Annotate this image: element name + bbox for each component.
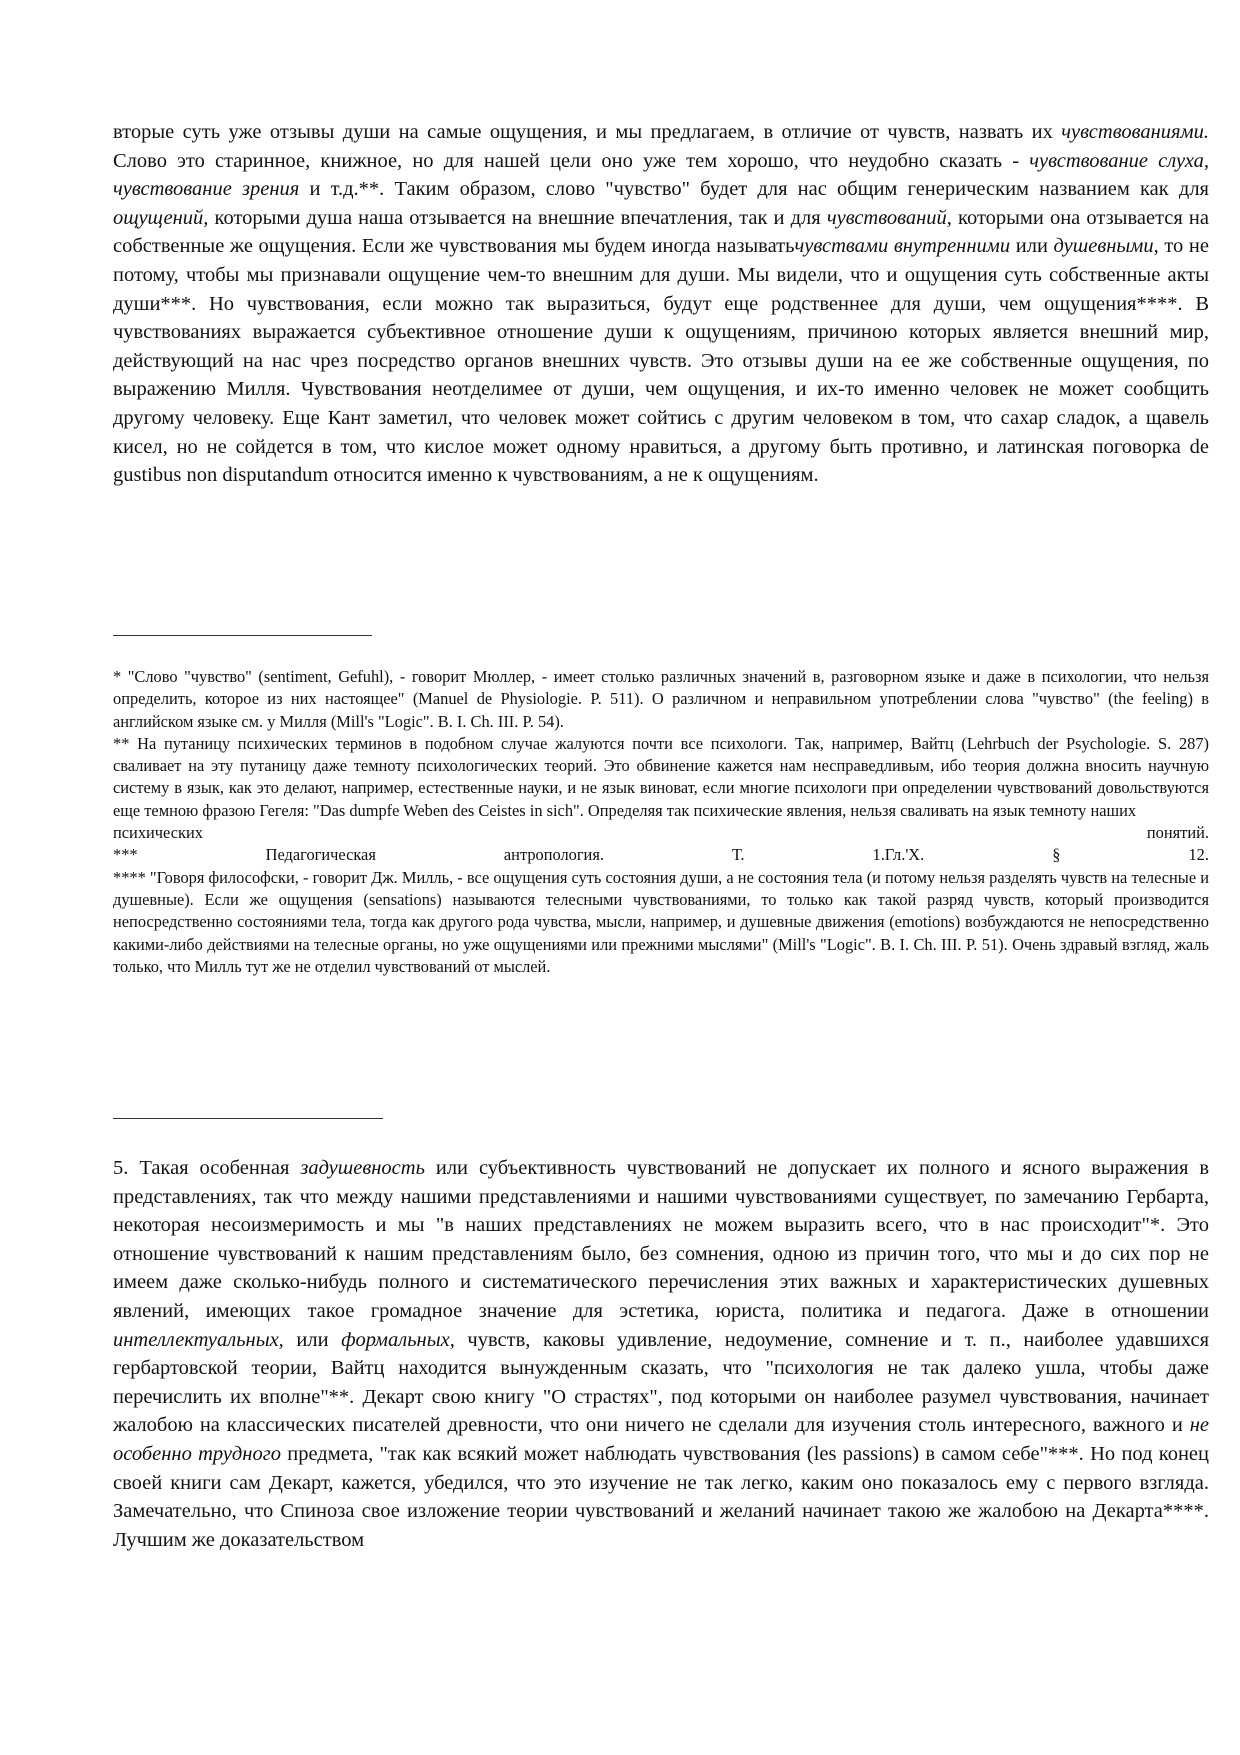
paragraph-2: [113, 1154, 1209, 1554]
p1-seg: или: [1010, 235, 1054, 258]
footnote-3-part: §: [1052, 845, 1061, 865]
footnote-2-end-word: понятий.: [1146, 823, 1209, 843]
p1-seg: ощущений,: [113, 206, 209, 229]
document-page: [113, 118, 1210, 1551]
p2-seg: 5. Такая особенная: [113, 1157, 301, 1179]
p1-seg: то не потому, чтобы мы признавали ощущение чем-то внешним для души. Мы видели, что и ощущения суть собственные акты души***. Но чувствования, если можно так выразиться, будут еще родственнее для души, чем ощущения****. В чувствованиях выражается субъективное отношение души к ощущениям, причиною которых является внешний мир, действующий на нас чрез посредство органов внешних чувств. Это отзывы души на ее же собственные ощущения, по выражению Милля. Чувствования неотделимее от души, чем ощущения, и их-то именно человек не может сообщить другому человеку. Еще Кант заметил, что человек может сойтись с другим человеком в том, что сахар сладок, а щавель кисел, но не сойдется в том, что кислое может одному нравиться, а другому быть противно, и латинская поговорка de gustibus non disputandum относится именно к чувствованиям, а не к ощущениям.: [113, 235, 1209, 487]
p1-seg: чувствований,: [826, 206, 952, 229]
footnote-1: * "Слово "чувство" (sentiment, Gefuhl), - говорит Мюллер, - имеет столько различных значений в, разговорном языке и даже в психологии, что нельзя определить, которое из них настоящее" (Manuel de Physiologie. P. 511). О различном и неправильном употреблении слова "чувство" (the feeling) в английском языке см. у Милля (Mill's "Logic". B. I. Ch. III. P. 54).: [113, 667, 1209, 731]
footnote-3-part: Т.: [732, 845, 745, 865]
footnote-2: ** На путаницу психических терминов в подобном случае жалуются почти все психологи. Так, например, Вайтц (Lehrbuch der Psychologie. S. 287) сваливает на эту путаницу даже темноту психологических теорий. Это обвинение кажется нам несправедливым, ибо теория должна вносить научную систему в язык, как это делают, например, естественные науки, и не язык виноват, если многие психологи при определении чувствований довольствуются еще темною фразою Гегеля: "Das dumpfe Weben des Ceistes in sich". Определяя так психические явления, нельзя сваливать на язык темноту наших: [113, 733, 1209, 820]
footnote-4: **** "Говоря философски, - говорит Дж. Милль, - все ощущения суть состояния души, а не состояния тела (и потому нельзя разделять чувств на телесные и душевные). Если же ощущения (sensations) называются телесными чувствованиями, то только как такой разряд чувств, который производится непосредственно состояниями тела, тогда как другого рода чувства, мысли, например, и душевные движения (emotions) возбуждаются не непосредственно какими-либо действиями на телесные органы, но уже ощущениями или прежними мыслями" (Mill's "Logic". B. I. Ch. III. P. 51). Очень здравый взгляд, жаль только, что Милль тут же не отделил чувствований от мыслей.: [113, 867, 1209, 976]
footnote-3-part: ***: [113, 845, 138, 865]
p2-seg: или субъективность чувствований не допускает их полного и ясного выражения в представлениях, так что между нашими представлениями и нашими чувствованиями существует, по замечанию Гербарта, некоторая несоизмеримость и мы "в наших представлениях не можем выразить всего, что в нас происходит"*. Это отношение чувствований к нашим представлениям было, без сомнения, одною из причин того, что мы и до сих пор не имеем даже сколько-нибудь полного и систематического перечисления этих важных и характеристических душевных явлений, имеющих такое громадное значение для эстетика, юриста, политика и педагога. Даже в отношении: [113, 1157, 1209, 1322]
p1-seg: которыми душа наша отзывается на внешние впечатления, так и для: [208, 206, 827, 229]
p2-seg: предмета, "так как всякий может наблюдать чувствования (les passions) в самом себе"***. Но под конец своей книги сам Декарт, кажется, убедился, что это изучение не так легко, каким оно показалось ему с первого взгляда. Замечательно, что Спиноза свое изложение теории чувствований и желаний начинает такою же жалобою на Декарта****. Лучшим же доказательством: [113, 1442, 1209, 1551]
footnote-3-part: 12.: [1188, 845, 1209, 865]
p1-seg: которыми она отзывается на собственные же ощущения. Если же чувствования мы будем иногда называть: [113, 206, 1209, 258]
p2-seg: чувств, каковы удивление, недоумение, сомнение и т. п., наиболее удавшихся гербартовской теории, Вайтц находится вынужденным сказать, что "психология не так далеко ушла, чтобы даже перечислить их вполне"**. Декарт свою книгу "О страстях", под которыми он наиболее разумел чувствования, начинает жалобою на классических писателей древности, что они ничего не сделали для изучения столь интересного, важного и: [113, 1328, 1210, 1437]
p1-seg: душевными,: [1053, 235, 1159, 258]
p1-seg: чувствование слуха, чувствование зрения: [113, 149, 1209, 201]
p2-seg: не особенно трудного: [113, 1414, 1209, 1465]
p1-seg: чувствованиями.: [1061, 121, 1209, 143]
p1-seg: и т.д.**. Таким образом, слово "чувство" будет для нас общим генерическим названием как для: [299, 178, 1209, 201]
p2-seg: или: [283, 1328, 342, 1351]
paragraph-1: [113, 118, 1209, 490]
footnote-2-last-line: [113, 822, 1209, 844]
p1-seg: Слово это старинное, книжное, но для нашей цели оно уже тем хорошо, что неудобно сказать -: [113, 149, 1030, 172]
footnote-3: [113, 844, 1209, 866]
footnote-separator-bottom: [113, 1118, 383, 1119]
p2-seg: задушевность: [300, 1157, 425, 1179]
footnotes-block: [113, 666, 1209, 978]
p1-seg: чувствами внутренними: [794, 235, 1011, 258]
footnote-3-part: антропология.: [503, 845, 604, 865]
footnote-3-part: Педагогическая: [265, 845, 376, 865]
p1-seg: вторые суть уже отзывы души на самые ощущения, и мы предлагаем, в отличие от чувств, назвать их: [113, 121, 1062, 143]
footnote-2-end-word: психических: [113, 823, 203, 843]
footnote-separator-top: [113, 635, 372, 636]
p2-seg: формальных,: [341, 1328, 455, 1351]
footnote-3-part: 1.Гл.'Х.: [872, 845, 925, 865]
p2-seg: интеллектуальных,: [113, 1328, 284, 1351]
